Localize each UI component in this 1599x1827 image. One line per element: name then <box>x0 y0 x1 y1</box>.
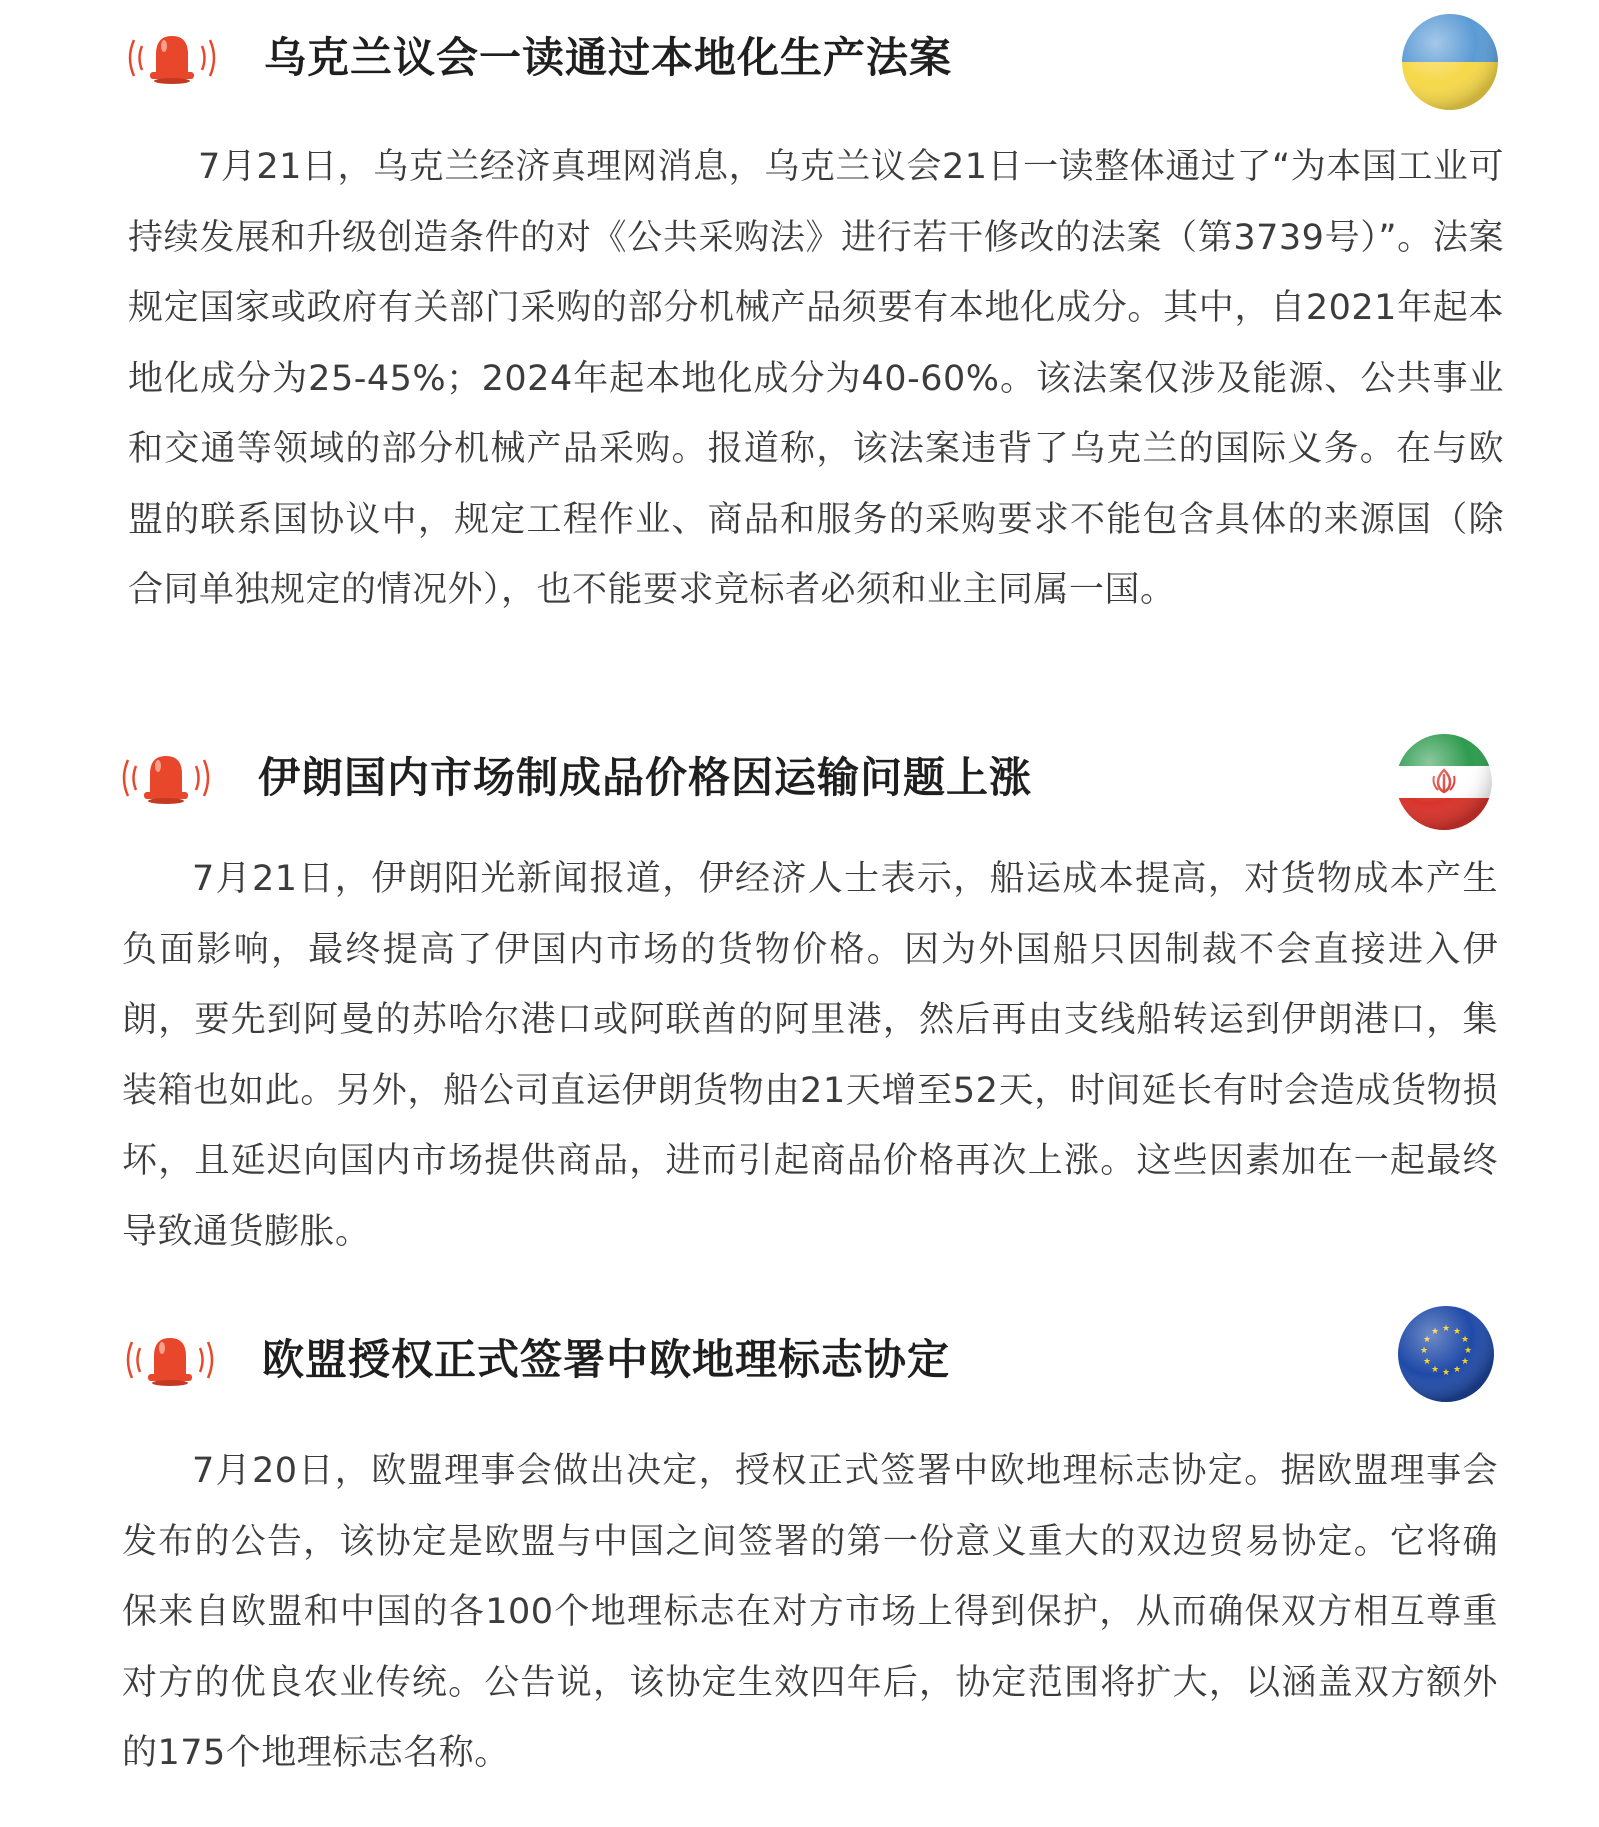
article-header <box>0 728 1599 828</box>
article-iran <box>0 728 1599 1252</box>
article-title: 欧盟授权正式签署中欧地理标志协定 <box>262 1335 951 1384</box>
iran-flag-icon <box>1394 732 1494 832</box>
alarm-bell-icon <box>116 750 216 806</box>
article-title: 伊朗国内市场制成品价格因运输问题上涨 <box>258 753 1033 802</box>
article-header <box>0 8 1599 108</box>
article-ukraine <box>0 8 1599 610</box>
article-title: 乌克兰议会一读通过本地化生产法案 <box>264 33 953 82</box>
article-eu <box>0 1310 1599 1773</box>
article-body: 7月21日，伊朗阳光新闻报道，伊经济人士表示，船运成本提高，对货物成本产生负面影响，最终提高了伊国内市场的货物价格。因为外国船只因制裁不会直接进入伊朗，要先到阿曼的苏哈尔港口或阿联酋的阿里港，然后再由支线船转运到伊朗港口，集装箱也如此。另外，船公司直运伊朗货物由21天增至52天，时间延长有时会造成货物损坏，且延迟向国内市场提供商品，进而引起商品价格再次上涨。这些因素加在一起最终导致通货膨胀。 <box>122 859 1498 1252</box>
article-body: 7月20日，欧盟理事会做出决定，授权正式签署中欧地理标志协定。据欧盟理事会发布的公告，该协定是欧盟与中国之间签署的第一份意义重大的双边贸易协定。它将确保来自欧盟和中国的各100个地理标志在对方市场上得到保护，从而确保双方相互尊重对方的优良农业传统。公告说，该协定生效四年后，协定范围将扩大，以涵盖双方额外的175个地理标志名称。 <box>122 1451 1498 1773</box>
alarm-bell-icon <box>122 30 222 86</box>
article-body: 7月21日，乌克兰经济真理网消息，乌克兰议会21日一读整体通过了“为本国工业可持续发展和升级创造条件的对《公共采购法》进行若干修改的法案（第3739号）”。法案规定国家或政府有关部门采购的部分机械产品须要有本地化成分。其中，自2021年起本地化成分为25-45%；2024年起本地化成分为40-60%。该法案仅涉及能源、公共事业和交通等领域的部分机械产品采购。报道称，该法案违背了乌克兰的国际义务。在与欧盟的联系国协议中，规定工程作业、商品和服务的采购要求不能包含具体的来源国（除合同单独规定的情况外），也不能要求竞标者必须和业主同属一国。 <box>128 147 1504 610</box>
alarm-bell-icon <box>120 1332 220 1388</box>
eu-flag-icon <box>1396 1304 1496 1404</box>
article-header <box>0 1310 1599 1410</box>
ukraine-flag-icon <box>1400 12 1500 112</box>
